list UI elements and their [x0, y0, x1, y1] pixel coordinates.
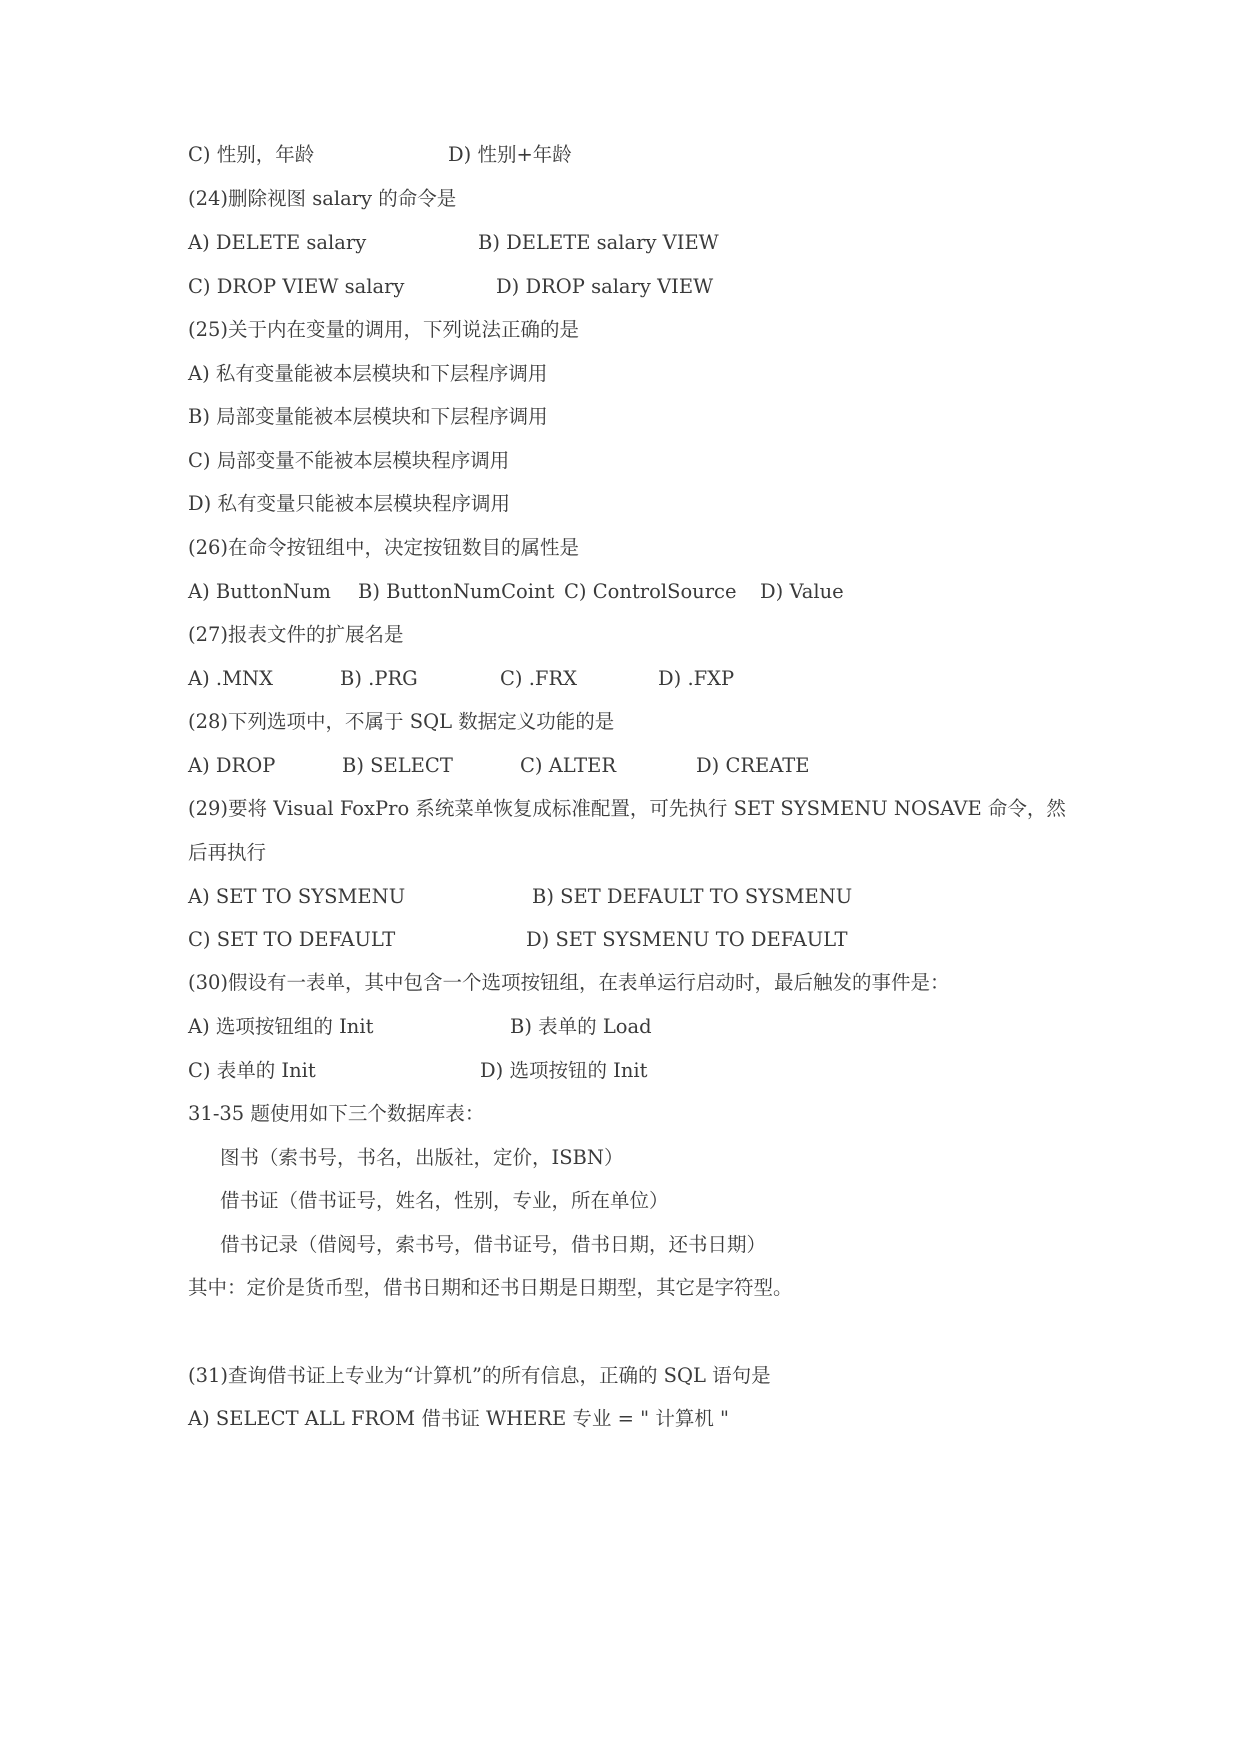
option-c: C) 性别，年龄 — [188, 143, 315, 166]
option-b: B) ButtonNumCoint — [358, 580, 555, 603]
question-29-line-1: (29)要将 Visual FoxPro 系统菜单恢复成标准配置，可先执行 SET SYSMENU NOSAVE 命令，然 — [188, 797, 1066, 820]
option-d: D) CREATE — [696, 754, 810, 777]
option-d: D) DROP salary VIEW — [496, 275, 714, 298]
intro-31-35: 31-35 题使用如下三个数据库表： — [188, 1102, 485, 1125]
q25-option-d: D) 私有变量只能被本层模块程序调用 — [188, 492, 510, 515]
table-books-schema: 图书（索书号，书名，出版社，定价，ISBN） — [220, 1146, 624, 1169]
option-b: B) .PRG — [340, 667, 418, 690]
option-a: A) ButtonNum — [188, 580, 331, 603]
option-a: A) DELETE salary — [188, 231, 367, 254]
table-cards-schema: 借书证（借书证号，姓名，性别，专业，所在单位） — [220, 1189, 669, 1212]
option-c: C) DROP VIEW salary — [188, 275, 405, 298]
q25-option-b: B) 局部变量能被本层模块和下层程序调用 — [188, 405, 548, 428]
question-26: (26)在命令按钮组中，决定按钮数目的属性是 — [188, 536, 580, 559]
question-24: (24)删除视图 salary 的命令是 — [188, 187, 457, 210]
option-a: A) .MNX — [188, 667, 273, 690]
option-d: D) SET SYSMENU TO DEFAULT — [526, 928, 848, 951]
q31-option-a: A) SELECT ALL FROM 借书证 WHERE 专业 = " 计算机 " — [188, 1407, 730, 1430]
option-b: B) 表单的 Load — [510, 1015, 652, 1038]
question-30: (30)假设有一表单，其中包含一个选项按钮组，在表单运行启动时，最后触发的事件是： — [188, 971, 950, 994]
q25-option-c: C) 局部变量不能被本层模块程序调用 — [188, 449, 510, 472]
question-28: (28)下列选项中，不属于 SQL 数据定义功能的是 — [188, 710, 615, 733]
option-c: C) SET TO DEFAULT — [188, 928, 396, 951]
option-d: D) 性别+年龄 — [448, 143, 572, 166]
option-a: A) DROP — [188, 754, 276, 777]
option-d: D) Value — [760, 580, 844, 603]
option-c: C) .FRX — [500, 667, 578, 690]
option-b: B) SELECT — [342, 754, 453, 777]
option-d: D) .FXP — [658, 667, 735, 690]
q25-option-a: A) 私有变量能被本层模块和下层程序调用 — [188, 362, 548, 385]
option-c: C) ALTER — [520, 754, 617, 777]
field-types-note: 其中：定价是货币型，借书日期和还书日期是日期型，其它是字符型。 — [188, 1276, 793, 1299]
option-b: B) SET DEFAULT TO SYSMENU — [532, 885, 853, 908]
option-c: C) 表单的 Init — [188, 1059, 316, 1082]
question-31: (31)查询借书证上专业为“计算机”的所有信息，正确的 SQL 语句是 — [188, 1364, 771, 1387]
question-29-line-2: 后再执行 — [188, 841, 267, 864]
question-25: (25)关于内在变量的调用，下列说法正确的是 — [188, 318, 580, 341]
table-records-schema: 借书记录（借阅号，索书号，借书证号，借书日期，还书日期） — [220, 1233, 767, 1256]
question-27: (27)报表文件的扩展名是 — [188, 623, 404, 646]
option-c: C) ControlSource — [564, 580, 737, 603]
option-a: A) 选项按钮组的 Init — [188, 1015, 374, 1038]
option-a: A) SET TO SYSMENU — [188, 885, 406, 908]
option-d: D) 选项按钮的 Init — [480, 1059, 648, 1082]
option-b: B) DELETE salary VIEW — [478, 231, 719, 254]
